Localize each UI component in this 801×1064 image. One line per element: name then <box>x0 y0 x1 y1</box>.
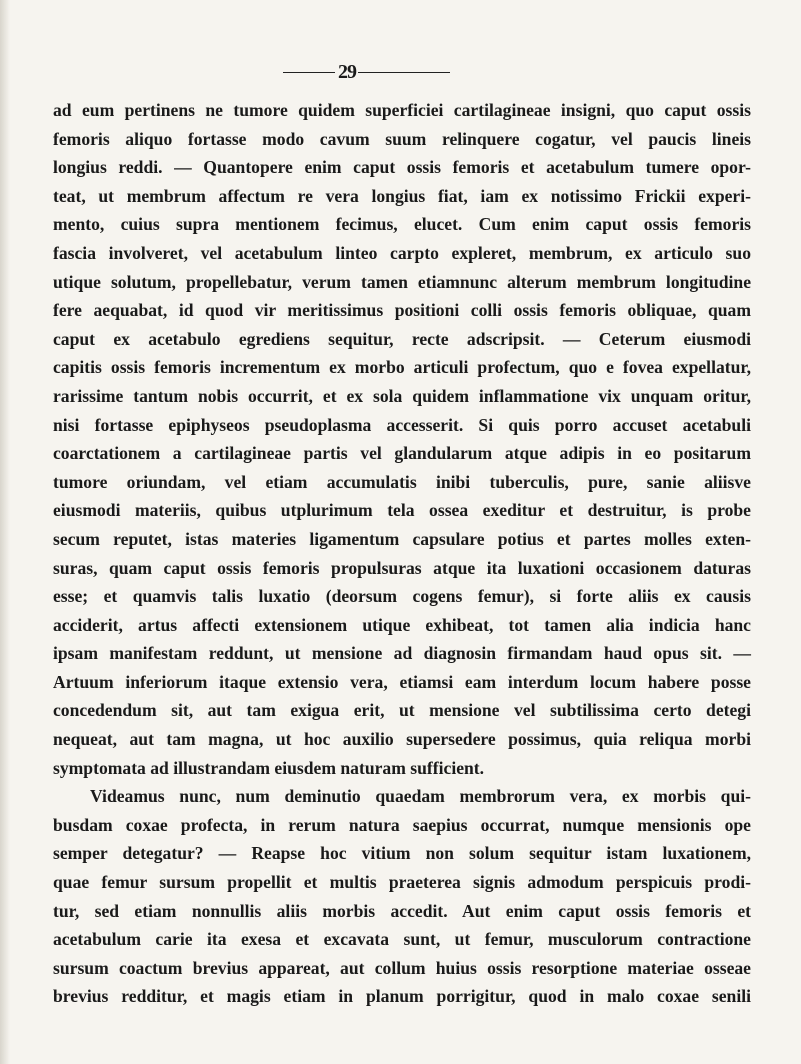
page-binding-edge <box>0 0 10 1064</box>
text-line: mento, cuius supra mentionem fecimus, elucet. Cum enim caput ossis femoris <box>53 214 751 235</box>
text-line: utique solutum, propellebatur, verum tamen etiamnunc alterum membrum longitudine <box>53 271 751 292</box>
text-line: fere aequabat, id quod vir meritissimus positioni colli ossis femoris obliquae, quam <box>53 300 751 321</box>
text-line: longius reddi. — Quantopere enim caput ossis femoris et acetabulum tumere opor- <box>53 157 751 178</box>
text-line: acciderit, artus affecti extensionem utique exhibeat, tot tamen alia indicia hanc <box>53 614 751 635</box>
text-line: brevius redditur, et magis etiam in planum porrigitur, quod in malo coxae senili <box>53 986 751 1007</box>
text-line: nisi fortasse epiphyseos pseudoplasma accesserit. Si quis porro accuset acetabuli <box>53 414 751 435</box>
text-line: concedendum sit, aut tam exigua erit, ut mensione vel subtilissima certo detegi <box>53 700 751 721</box>
text-line: rarissime tantum nobis occurrit, et ex sola quidem inflammatione vix unquam oritur, <box>53 385 751 406</box>
body-text <box>53 96 751 1011</box>
text-line: fascia involveret, vel acetabulum linteo carpto expleret, membrum, ex articulo suo <box>53 242 751 263</box>
text-line: ad eum pertinens ne tumore quidem superficiei cartilagineae insigni, quo caput ossis <box>53 100 751 120</box>
text-line: sursum coactum brevius appareat, aut collum huius ossis resorptione materiae osseae <box>53 957 751 978</box>
text-line: coarctationem a cartilagineae partis vel glandularum atque adipis in eo positarum <box>53 443 751 464</box>
text-line: semper detegatur? — Reapse hoc vitium non solum sequitur istam luxationem, <box>53 843 751 864</box>
text-line: eiusmodi materiis, quibus utplurimum tela ossea exeditur et destruitur, is probe <box>53 500 751 521</box>
text-line: caput ex acetabulo egrediens sequitur, recte adscripsit. — Ceterum eiusmodi <box>53 328 751 349</box>
page-header <box>0 60 801 90</box>
text-line: suras, quam caput ossis femoris propulsuras atque ita luxationi occasionem daturas <box>53 557 751 578</box>
text-line: tur, sed etiam nonnullis aliis morbis accedit. Aut enim caput ossis femoris et <box>53 900 751 921</box>
text-line: Artuum inferiorum itaque extensio vera, etiamsi eam interdum locum habere posse <box>53 671 751 692</box>
text-line: secum reputet, istas materies ligamentum capsulare potius et partes molles exten- <box>53 528 751 549</box>
header-rule-left <box>283 72 335 73</box>
text-line: ipsam manifestam reddunt, ut mensione ad diagnosin firmandam haud opus sit. — <box>53 643 751 664</box>
text-line: symptomata ad illustrandam eiusdem naturam sufficient. <box>53 757 485 778</box>
text-line: nequeat, aut tam magna, ut hoc auxilio supersedere possimus, quia reliqua morbi <box>53 729 751 750</box>
text-line: tumore oriundam, vel etiam accumulatis inibi tuberculis, pure, sanie aliisve <box>53 471 751 492</box>
page-number: 29 <box>338 61 356 83</box>
text-line: esse; et quamvis talis luxatio (deorsum cogens femur), si forte aliis ex causis <box>53 586 751 607</box>
text-line: busdam coxae profecta, in rerum natura saepius occurrat, numque mensionis ope <box>53 814 751 835</box>
text-line: Videamus nunc, num deminutio quaedam membrorum vera, ex morbis qui- <box>90 786 751 807</box>
text-line: quae femur sursum propellit et multis praeterea signis admodum perspicuis prodi- <box>53 872 751 893</box>
text-line: femoris aliquo fortasse modo cavum suum relinquere cogatur, vel paucis lineis <box>53 128 751 149</box>
text-line: capitis ossis femoris incrementum ex morbo articuli profectum, quo e fovea expellatur, <box>53 357 751 378</box>
text-line: acetabulum carie ita exesa et excavata sunt, ut femur, musculorum contractione <box>53 929 751 950</box>
header-rule-right <box>358 72 450 73</box>
text-line: teat, ut membrum affectum re vera longius fiat, iam ex notissimo Frickii experi- <box>53 185 751 206</box>
